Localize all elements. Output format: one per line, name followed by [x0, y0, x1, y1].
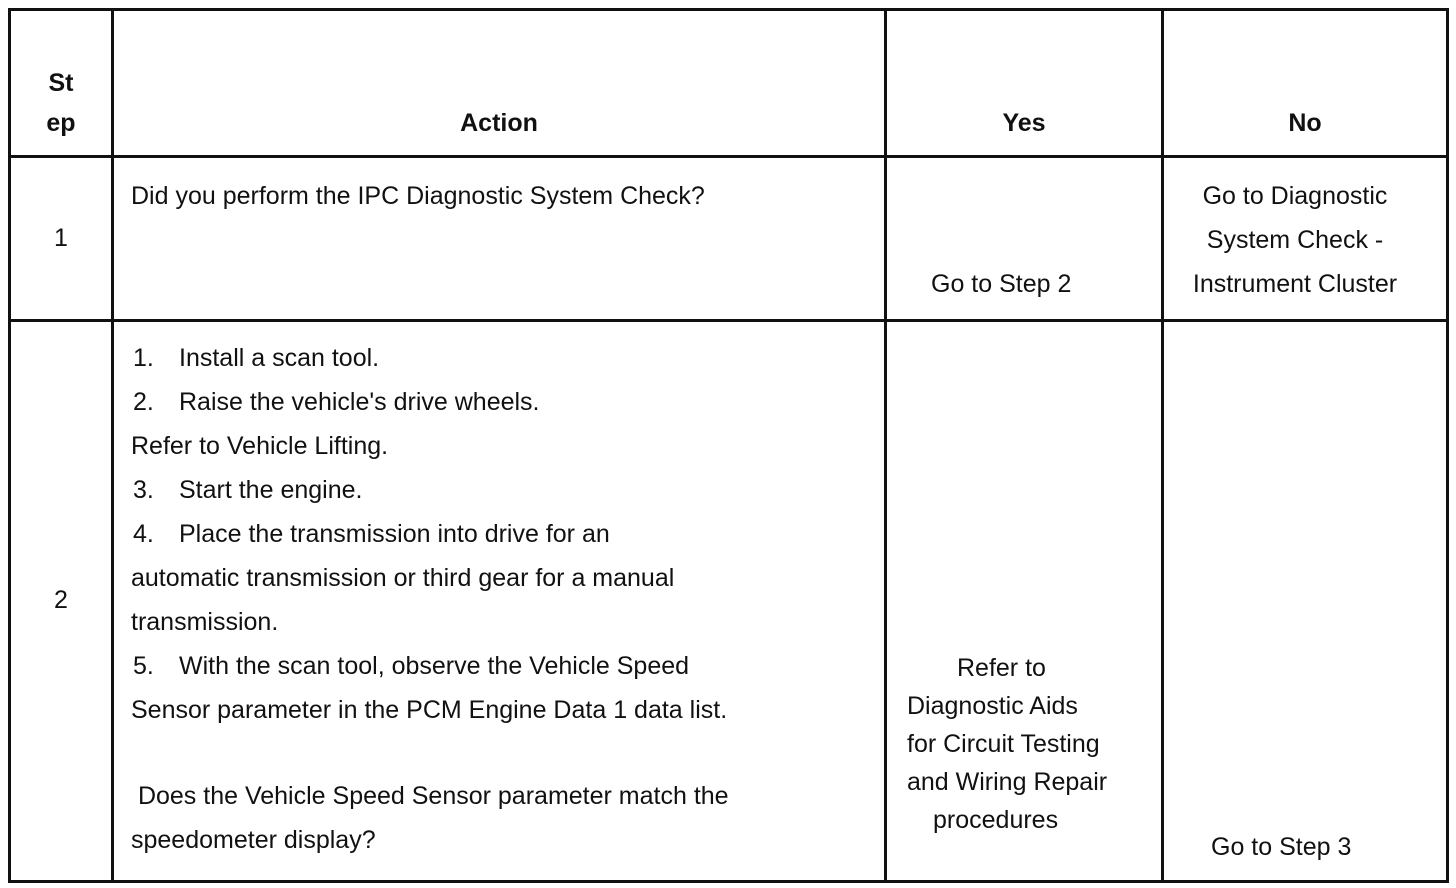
diagnostic-table [8, 8, 1449, 883]
action-line-text: Sensor parameter in the PCM Engine Data 1 data list. [131, 696, 728, 724]
no-cell [1163, 321, 1448, 882]
no-line: Instrument Cluster [1192, 270, 1398, 298]
action-line [131, 688, 878, 732]
action-line-number: 4. [133, 520, 154, 548]
yes-line: procedures [933, 806, 1059, 834]
question-line: Does the Vehicle Speed Sensor parameter match the [131, 782, 729, 810]
action-line-number: 1. [133, 344, 154, 372]
yes-line: for Circuit Testing [907, 730, 1100, 758]
yes-line: Refer to [957, 654, 1046, 682]
action-line [131, 424, 878, 468]
action-line-text: automatic transmission or third gear for a manual [131, 564, 675, 592]
yes-cell [886, 321, 1163, 882]
yes-line: Diagnostic Aids [907, 692, 1078, 720]
header-action-label: Action [460, 109, 538, 137]
spacer [131, 732, 878, 774]
question-line: speedometer display? [131, 826, 376, 854]
action-line-text: transmission. [131, 608, 279, 636]
yes-cell [886, 157, 1163, 321]
header-yes [886, 10, 1163, 157]
action-line-text: Place the transmission into drive for an [179, 520, 610, 548]
header-action [113, 10, 886, 157]
action-line [131, 512, 878, 556]
action-line-number: 2. [133, 388, 154, 416]
yes-link: Go to Step 2 [931, 270, 1072, 298]
action-line-text: Raise the vehicle's drive wheels. [179, 388, 540, 416]
step-cell [10, 321, 113, 882]
action-line-number: 5. [133, 652, 154, 680]
action-line-text: Install a scan tool. [179, 344, 380, 372]
header-row [10, 10, 1448, 157]
yes-line: and Wiring Repair [907, 768, 1108, 796]
header-no [1163, 10, 1448, 157]
action-line [131, 600, 878, 644]
header-step [10, 10, 113, 157]
table-row [10, 321, 1448, 882]
action-line-text: Refer to Vehicle Lifting. [131, 432, 389, 460]
action-line [131, 556, 878, 600]
no-line: Go to Diagnostic [1202, 182, 1388, 210]
action-line-text: With the scan tool, observe the Vehicle Speed [179, 652, 690, 680]
header-yes-label: Yes [1002, 109, 1046, 137]
header-no-label: No [1288, 109, 1322, 137]
action-list [131, 336, 878, 862]
action-line [131, 644, 878, 688]
action-text: Did you perform the IPC Diagnostic System Check? [131, 182, 705, 210]
action-cell [113, 157, 886, 321]
header-step-line2: ep [46, 109, 76, 137]
no-line: System Check - [1206, 226, 1384, 254]
no-cell [1163, 157, 1448, 321]
action-line [131, 336, 878, 380]
action-line [131, 380, 878, 424]
step-cell [10, 157, 113, 321]
no-link: Go to Step 3 [1211, 833, 1352, 861]
table-row [10, 157, 1448, 321]
step-number: 1 [54, 224, 68, 252]
action-cell [113, 321, 886, 882]
action-line [131, 468, 878, 512]
action-line-number: 3. [133, 476, 154, 504]
action-line-text: Start the engine. [179, 476, 363, 504]
header-step-line1: St [48, 69, 74, 97]
step-number: 2 [54, 586, 68, 614]
